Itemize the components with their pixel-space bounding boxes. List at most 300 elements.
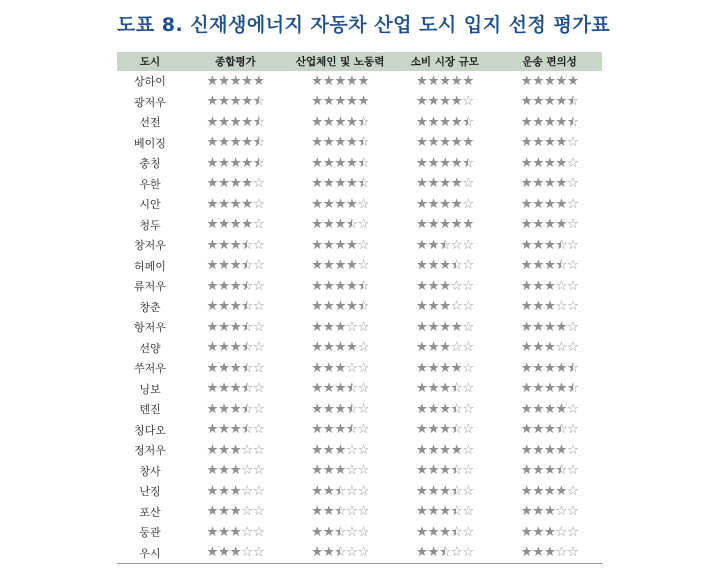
star-rating bbox=[311, 505, 369, 519]
star-half-icon: ★ ☆ bbox=[358, 177, 370, 191]
transport-rating bbox=[497, 133, 602, 154]
city-name: 선전 bbox=[139, 116, 161, 130]
star-empty-icon: ☆ bbox=[357, 400, 370, 417]
star-half-icon: ★ ☆ bbox=[451, 382, 463, 396]
star-filled-icon: ★ bbox=[520, 216, 533, 232]
star-filled-icon: ★ bbox=[217, 298, 230, 314]
star-rating bbox=[521, 382, 579, 396]
star-filled-icon: ★ bbox=[520, 339, 533, 355]
industry-labor-rating bbox=[288, 215, 393, 236]
star-filled-icon: ★ bbox=[520, 93, 533, 109]
star-rating bbox=[206, 154, 265, 171]
star-rating bbox=[311, 464, 369, 478]
star-filled-icon: ★ bbox=[439, 216, 451, 232]
market-size-rating bbox=[393, 502, 498, 523]
star-empty-icon: ☆ bbox=[357, 236, 370, 253]
star-filled-icon: ★ bbox=[217, 72, 230, 89]
star-filled-icon: ★ bbox=[334, 134, 346, 150]
city-name: 정저우 bbox=[134, 444, 166, 458]
star-filled-icon: ★ bbox=[520, 462, 533, 478]
overall-rating bbox=[183, 153, 288, 174]
star-filled-icon: ★ bbox=[532, 380, 544, 396]
market-size-rating bbox=[393, 420, 498, 441]
star-filled-icon: ★ bbox=[543, 421, 556, 437]
market-size-rating bbox=[393, 256, 498, 277]
star-filled-icon: ★ bbox=[311, 72, 323, 89]
market-size-rating bbox=[393, 153, 498, 174]
star-empty-icon: ☆ bbox=[567, 523, 579, 540]
star-filled-icon: ★ bbox=[532, 462, 544, 478]
star-empty-icon: ☆ bbox=[462, 503, 474, 519]
star-empty-icon: ☆ bbox=[252, 195, 265, 212]
star-empty-icon: ☆ bbox=[555, 339, 568, 355]
star-filled-icon: ★ bbox=[532, 257, 544, 273]
star-empty-icon: ☆ bbox=[252, 318, 265, 335]
star-filled-icon: ★ bbox=[311, 257, 323, 273]
market-size-rating bbox=[393, 522, 498, 543]
star-filled-icon: ★ bbox=[415, 277, 428, 294]
star-half-icon: ★ ☆ bbox=[241, 300, 253, 314]
star-empty-icon: ☆ bbox=[241, 523, 253, 540]
star-filled-icon: ★ bbox=[427, 339, 440, 355]
star-half-icon: ★ ☆ bbox=[451, 526, 463, 540]
star-empty-icon: ☆ bbox=[567, 318, 579, 335]
star-filled-icon: ★ bbox=[439, 195, 451, 212]
star-filled-icon: ★ bbox=[520, 359, 533, 376]
star-filled-icon: ★ bbox=[439, 523, 451, 540]
star-empty-icon: ☆ bbox=[241, 503, 253, 519]
star-half-icon: ★ ☆ bbox=[346, 382, 358, 396]
star-filled-icon: ★ bbox=[543, 523, 556, 540]
star-filled-icon: ★ bbox=[311, 482, 323, 499]
star-filled-icon: ★ bbox=[345, 134, 358, 150]
star-empty-icon: ☆ bbox=[567, 216, 579, 232]
star-filled-icon: ★ bbox=[334, 359, 346, 376]
star-empty-icon: ☆ bbox=[252, 380, 265, 396]
star-filled-icon: ★ bbox=[206, 257, 218, 273]
star-filled-icon: ★ bbox=[334, 421, 346, 437]
star-rating bbox=[206, 318, 265, 335]
star-empty-icon: ☆ bbox=[357, 195, 370, 212]
market-size-rating bbox=[393, 399, 498, 420]
star-filled-icon: ★ bbox=[427, 277, 440, 294]
overall-rating bbox=[183, 502, 288, 523]
market-size-rating bbox=[393, 92, 498, 113]
star-empty-icon: ☆ bbox=[357, 523, 370, 540]
market-size-rating bbox=[393, 543, 498, 564]
star-empty-icon: ☆ bbox=[345, 482, 358, 499]
star-rating bbox=[206, 400, 265, 417]
transport-rating bbox=[497, 71, 602, 92]
star-rating bbox=[521, 177, 579, 191]
star-filled-icon: ★ bbox=[415, 257, 428, 273]
star-filled-icon: ★ bbox=[311, 113, 323, 130]
market-size-rating bbox=[393, 317, 498, 338]
industry-labor-rating bbox=[288, 543, 393, 564]
star-empty-icon: ☆ bbox=[241, 441, 253, 458]
star-filled-icon: ★ bbox=[427, 359, 440, 376]
market-size-rating bbox=[393, 297, 498, 318]
transport-rating bbox=[497, 399, 602, 420]
star-rating bbox=[416, 423, 474, 437]
city-name: 선양 bbox=[139, 341, 161, 355]
star-filled-icon: ★ bbox=[450, 195, 463, 212]
star-half-icon: ★ ☆ bbox=[334, 526, 346, 540]
star-filled-icon: ★ bbox=[322, 175, 335, 191]
star-empty-icon: ☆ bbox=[462, 277, 474, 294]
star-filled-icon: ★ bbox=[532, 195, 544, 212]
star-rating bbox=[311, 195, 370, 212]
star-filled-icon: ★ bbox=[427, 175, 440, 191]
industry-labor-rating bbox=[288, 92, 393, 113]
star-empty-icon: ☆ bbox=[252, 257, 265, 273]
star-filled-icon: ★ bbox=[427, 523, 440, 540]
star-rating bbox=[311, 359, 370, 376]
star-filled-icon: ★ bbox=[543, 72, 556, 89]
city-name: 우시 bbox=[117, 543, 183, 564]
city-name: 쑤저우 bbox=[134, 362, 166, 376]
transport-rating bbox=[497, 543, 602, 564]
star-half-icon: ★ ☆ bbox=[555, 259, 567, 273]
star-filled-icon: ★ bbox=[334, 175, 346, 191]
star-filled-icon: ★ bbox=[322, 257, 335, 273]
star-rating bbox=[520, 482, 579, 499]
market-size-rating bbox=[393, 481, 498, 502]
industry-labor-rating bbox=[288, 235, 393, 256]
star-rating bbox=[415, 482, 474, 499]
star-filled-icon: ★ bbox=[555, 216, 568, 232]
star-filled-icon: ★ bbox=[427, 134, 440, 150]
table-row bbox=[117, 215, 602, 236]
star-empty-icon: ☆ bbox=[241, 544, 253, 560]
table-row bbox=[117, 420, 602, 441]
city-name: 창춘 bbox=[139, 300, 161, 314]
star-filled-icon: ★ bbox=[543, 318, 556, 335]
star-half-icon: ★ ☆ bbox=[241, 259, 253, 273]
star-rating bbox=[206, 300, 264, 314]
star-filled-icon: ★ bbox=[450, 154, 463, 171]
star-filled-icon: ★ bbox=[322, 544, 335, 560]
star-filled-icon: ★ bbox=[322, 93, 335, 109]
star-filled-icon: ★ bbox=[322, 195, 335, 212]
star-half-icon: ★ ☆ bbox=[358, 116, 370, 130]
star-half-icon: ★ ☆ bbox=[346, 423, 358, 437]
star-empty-icon: ☆ bbox=[450, 298, 463, 314]
star-filled-icon: ★ bbox=[439, 421, 451, 437]
city-name: 상하이 bbox=[134, 75, 166, 89]
star-rating bbox=[520, 277, 579, 294]
star-rating bbox=[311, 259, 369, 273]
star-filled-icon: ★ bbox=[241, 93, 253, 109]
star-rating bbox=[520, 441, 579, 458]
market-size-rating bbox=[393, 358, 498, 379]
star-filled-icon: ★ bbox=[520, 257, 533, 273]
star-filled-icon: ★ bbox=[241, 113, 253, 130]
star-half-icon: ★ ☆ bbox=[555, 464, 567, 478]
star-filled-icon: ★ bbox=[462, 216, 474, 232]
star-empty-icon: ☆ bbox=[462, 523, 474, 540]
star-filled-icon: ★ bbox=[415, 113, 428, 130]
star-half-icon: ★ ☆ bbox=[253, 95, 265, 109]
star-filled-icon: ★ bbox=[345, 298, 358, 314]
star-filled-icon: ★ bbox=[334, 113, 346, 130]
star-filled-icon: ★ bbox=[217, 236, 230, 253]
star-empty-icon: ☆ bbox=[357, 216, 370, 232]
star-filled-icon: ★ bbox=[334, 400, 346, 417]
star-filled-icon: ★ bbox=[334, 277, 346, 294]
star-half-icon: ★ ☆ bbox=[358, 136, 370, 150]
star-filled-icon: ★ bbox=[439, 462, 451, 478]
star-filled-icon: ★ bbox=[543, 482, 556, 499]
star-filled-icon: ★ bbox=[217, 359, 230, 376]
star-filled-icon: ★ bbox=[217, 134, 230, 150]
industry-labor-rating bbox=[288, 399, 393, 420]
star-filled-icon: ★ bbox=[217, 216, 230, 232]
star-filled-icon: ★ bbox=[229, 380, 242, 396]
star-filled-icon: ★ bbox=[322, 339, 335, 355]
table-row bbox=[117, 297, 602, 318]
star-filled-icon: ★ bbox=[334, 339, 346, 355]
star-filled-icon: ★ bbox=[415, 441, 428, 458]
table-row bbox=[117, 399, 602, 420]
transport-rating bbox=[497, 112, 602, 133]
star-filled-icon: ★ bbox=[217, 113, 230, 130]
star-half-icon: ★ ☆ bbox=[253, 116, 265, 130]
star-filled-icon: ★ bbox=[217, 195, 230, 212]
star-empty-icon: ☆ bbox=[567, 421, 579, 437]
star-filled-icon: ★ bbox=[334, 318, 346, 335]
star-filled-icon: ★ bbox=[217, 154, 230, 171]
star-filled-icon: ★ bbox=[532, 134, 544, 150]
star-filled-icon: ★ bbox=[555, 441, 568, 458]
star-empty-icon: ☆ bbox=[252, 339, 265, 355]
city-name: 우한 bbox=[139, 177, 161, 191]
star-filled-icon: ★ bbox=[322, 441, 335, 458]
star-filled-icon: ★ bbox=[415, 72, 428, 89]
star-rating bbox=[416, 505, 474, 519]
star-filled-icon: ★ bbox=[217, 482, 230, 499]
star-filled-icon: ★ bbox=[206, 462, 218, 478]
star-filled-icon: ★ bbox=[311, 175, 323, 191]
star-filled-icon: ★ bbox=[439, 400, 451, 417]
star-rating bbox=[415, 441, 474, 458]
star-filled-icon: ★ bbox=[345, 175, 358, 191]
star-filled-icon: ★ bbox=[206, 421, 218, 437]
star-filled-icon: ★ bbox=[322, 482, 335, 499]
star-half-icon: ★ ☆ bbox=[567, 382, 579, 396]
star-filled-icon: ★ bbox=[427, 503, 440, 519]
overall-rating bbox=[183, 194, 288, 215]
star-filled-icon: ★ bbox=[322, 134, 335, 150]
star-rating bbox=[311, 441, 370, 458]
overall-rating bbox=[183, 71, 288, 92]
star-filled-icon: ★ bbox=[439, 441, 451, 458]
star-filled-icon: ★ bbox=[543, 298, 556, 314]
star-empty-icon: ☆ bbox=[345, 359, 358, 376]
star-empty-icon: ☆ bbox=[357, 482, 370, 499]
star-filled-icon: ★ bbox=[520, 72, 533, 89]
star-filled-icon: ★ bbox=[543, 359, 556, 376]
transport-rating bbox=[497, 502, 602, 523]
star-filled-icon: ★ bbox=[217, 462, 230, 478]
star-filled-icon: ★ bbox=[311, 359, 323, 376]
star-half-icon: ★ ☆ bbox=[358, 157, 370, 171]
star-empty-icon: ☆ bbox=[462, 195, 474, 212]
star-filled-icon: ★ bbox=[427, 318, 440, 335]
star-rating bbox=[415, 400, 474, 417]
star-rating bbox=[415, 236, 474, 253]
star-rating bbox=[311, 318, 370, 335]
star-filled-icon: ★ bbox=[439, 113, 451, 130]
market-size-rating bbox=[393, 379, 498, 400]
star-filled-icon: ★ bbox=[217, 523, 230, 540]
transport-rating bbox=[497, 440, 602, 461]
star-filled-icon: ★ bbox=[217, 421, 230, 437]
star-filled-icon: ★ bbox=[311, 298, 323, 314]
star-filled-icon: ★ bbox=[532, 400, 544, 417]
star-filled-icon: ★ bbox=[427, 113, 440, 130]
industry-labor-rating bbox=[288, 297, 393, 318]
star-filled-icon: ★ bbox=[520, 277, 533, 294]
star-filled-icon: ★ bbox=[439, 482, 451, 499]
table-row bbox=[117, 502, 602, 523]
star-empty-icon: ☆ bbox=[252, 216, 265, 232]
star-rating bbox=[206, 523, 265, 540]
market-size-rating bbox=[393, 112, 498, 133]
star-rating bbox=[520, 195, 579, 212]
star-filled-icon: ★ bbox=[462, 72, 474, 89]
star-filled-icon: ★ bbox=[206, 359, 218, 376]
star-filled-icon: ★ bbox=[229, 277, 242, 294]
star-half-icon: ★ ☆ bbox=[241, 362, 253, 376]
transport-rating bbox=[497, 194, 602, 215]
star-filled-icon: ★ bbox=[427, 154, 440, 171]
star-empty-icon: ☆ bbox=[357, 544, 370, 560]
star-rating bbox=[520, 318, 579, 335]
star-rating bbox=[415, 154, 474, 171]
star-half-icon: ★ ☆ bbox=[241, 321, 253, 335]
star-filled-icon: ★ bbox=[520, 482, 533, 499]
city-name: 창사 bbox=[139, 464, 161, 478]
star-filled-icon: ★ bbox=[217, 257, 230, 273]
star-filled-icon: ★ bbox=[450, 134, 463, 150]
city-name: 칭다오 bbox=[134, 423, 166, 437]
star-filled-icon: ★ bbox=[217, 339, 230, 355]
star-rating bbox=[521, 259, 579, 273]
star-rating bbox=[416, 95, 474, 109]
star-filled-icon: ★ bbox=[229, 257, 242, 273]
transport-rating bbox=[497, 358, 602, 379]
table-row bbox=[117, 461, 602, 482]
star-empty-icon: ☆ bbox=[241, 462, 253, 478]
star-rating bbox=[416, 300, 474, 314]
star-filled-icon: ★ bbox=[415, 359, 428, 376]
star-filled-icon: ★ bbox=[543, 257, 556, 273]
star-filled-icon: ★ bbox=[427, 298, 440, 314]
star-filled-icon: ★ bbox=[532, 523, 544, 540]
star-filled-icon: ★ bbox=[311, 216, 323, 232]
header-city: 도시 bbox=[117, 52, 183, 71]
star-filled-icon: ★ bbox=[543, 195, 556, 212]
star-filled-icon: ★ bbox=[322, 113, 335, 130]
star-half-icon: ★ ☆ bbox=[567, 362, 579, 376]
market-size-rating bbox=[393, 133, 498, 154]
transport-rating bbox=[497, 481, 602, 502]
star-rating bbox=[311, 95, 369, 109]
star-rating bbox=[206, 259, 264, 273]
star-empty-icon: ☆ bbox=[357, 503, 370, 519]
table-row bbox=[117, 338, 602, 359]
star-filled-icon: ★ bbox=[311, 421, 323, 437]
industry-labor-rating bbox=[288, 522, 393, 543]
star-filled-icon: ★ bbox=[520, 134, 533, 150]
star-filled-icon: ★ bbox=[543, 441, 556, 458]
transport-rating bbox=[497, 297, 602, 318]
star-empty-icon: ☆ bbox=[252, 421, 265, 437]
star-filled-icon: ★ bbox=[206, 400, 218, 417]
star-filled-icon: ★ bbox=[532, 359, 544, 376]
star-empty-icon: ☆ bbox=[462, 441, 474, 458]
star-filled-icon: ★ bbox=[311, 154, 323, 171]
star-filled-icon: ★ bbox=[311, 523, 323, 540]
star-filled-icon: ★ bbox=[532, 298, 544, 314]
star-rating bbox=[311, 113, 370, 130]
star-rating bbox=[520, 113, 579, 130]
star-rating bbox=[311, 177, 369, 191]
star-filled-icon: ★ bbox=[439, 318, 451, 335]
star-empty-icon: ☆ bbox=[567, 339, 579, 355]
star-half-icon: ★ ☆ bbox=[346, 218, 358, 232]
star-filled-icon: ★ bbox=[229, 339, 242, 355]
star-filled-icon: ★ bbox=[345, 236, 358, 253]
star-filled-icon: ★ bbox=[555, 154, 568, 171]
header-market-size: 소비 시장 규모 bbox=[393, 52, 498, 71]
star-rating bbox=[311, 423, 369, 437]
star-filled-icon: ★ bbox=[439, 339, 451, 355]
star-empty-icon: ☆ bbox=[567, 544, 579, 560]
star-filled-icon: ★ bbox=[206, 113, 218, 130]
star-filled-icon: ★ bbox=[229, 503, 242, 519]
table-row bbox=[117, 194, 602, 215]
star-rating bbox=[521, 341, 579, 355]
star-filled-icon: ★ bbox=[543, 93, 556, 109]
star-filled-icon: ★ bbox=[217, 318, 230, 335]
star-filled-icon: ★ bbox=[532, 216, 544, 232]
star-empty-icon: ☆ bbox=[252, 441, 265, 458]
star-filled-icon: ★ bbox=[241, 216, 253, 232]
star-empty-icon: ☆ bbox=[345, 523, 358, 540]
star-filled-icon: ★ bbox=[543, 503, 556, 519]
star-filled-icon: ★ bbox=[555, 134, 568, 150]
star-empty-icon: ☆ bbox=[241, 482, 253, 499]
star-filled-icon: ★ bbox=[520, 195, 533, 212]
star-filled-icon: ★ bbox=[555, 380, 568, 396]
star-rating bbox=[520, 154, 579, 171]
star-filled-icon: ★ bbox=[334, 195, 346, 212]
star-filled-icon: ★ bbox=[532, 93, 544, 109]
star-filled-icon: ★ bbox=[311, 339, 323, 355]
industry-labor-rating bbox=[288, 133, 393, 154]
star-rating bbox=[206, 72, 265, 89]
star-rating bbox=[415, 72, 474, 89]
star-half-icon: ★ ☆ bbox=[451, 403, 463, 417]
star-filled-icon: ★ bbox=[520, 175, 533, 191]
star-half-icon: ★ ☆ bbox=[346, 403, 358, 417]
star-empty-icon: ☆ bbox=[462, 93, 474, 109]
transport-rating bbox=[497, 235, 602, 256]
star-filled-icon: ★ bbox=[450, 72, 463, 89]
star-filled-icon: ★ bbox=[415, 134, 428, 150]
